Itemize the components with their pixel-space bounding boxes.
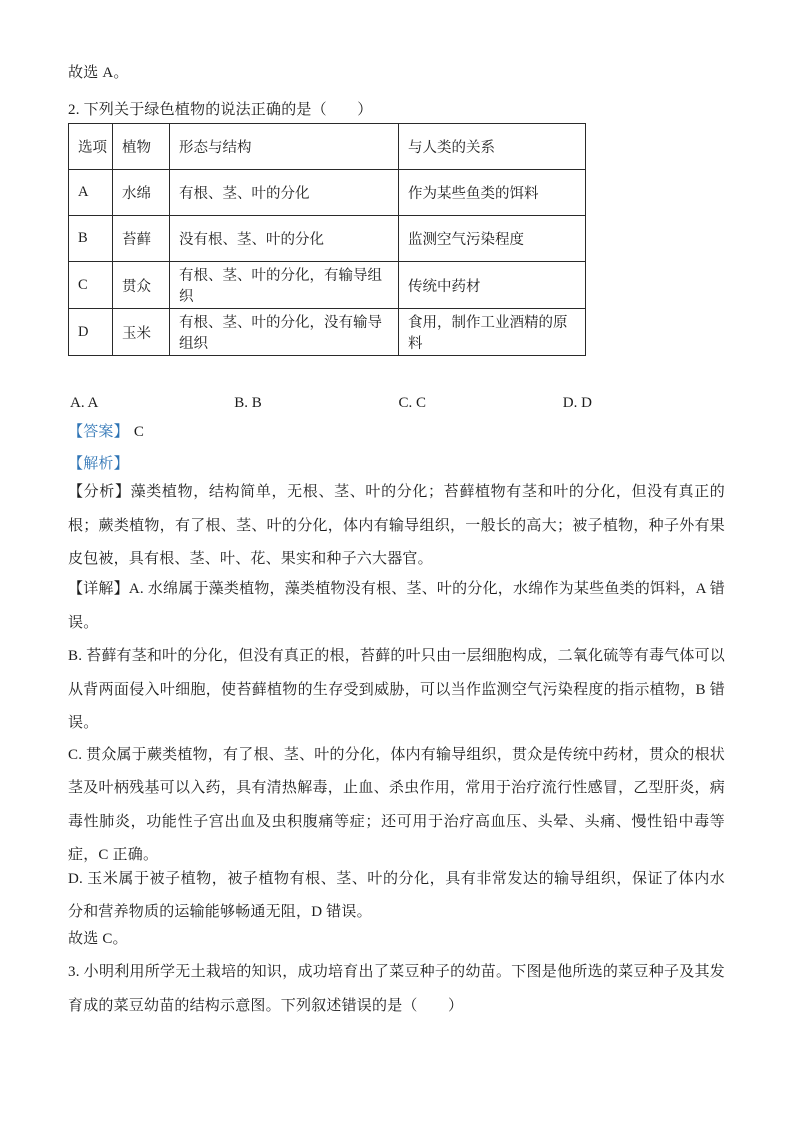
table-cell: 食用，制作工业酒精的原料 bbox=[399, 309, 586, 356]
analysis-paragraph: 【分析】藻类植物，结构简单，无根、茎、叶的分化；苔藓植物有茎和叶的分化，但没有真正的根；蕨类植物，有了根、茎、叶的分化，体内有输导组织，一般长的高大；被子植物，种子外有果皮包被，具有根、茎、叶、花、果实和种子六大器官。 bbox=[68, 484, 725, 567]
table-cell: 水绵 bbox=[113, 170, 170, 216]
table-cell: 没有根、茎、叶的分化 bbox=[170, 216, 399, 262]
answer-line bbox=[68, 416, 725, 450]
table-cell: 有根、茎、叶的分化，有输导组织 bbox=[170, 262, 399, 309]
table-cell: A bbox=[69, 170, 113, 216]
table-cell: 贯众 bbox=[113, 262, 170, 309]
table-cell: 监测空气污染程度 bbox=[399, 216, 586, 262]
table-cell: B bbox=[69, 216, 113, 262]
table-header-relation: 与人类的关系 bbox=[399, 124, 586, 170]
detail-a-paragraph: 【详解】A. 水绵属于藻类植物，藻类植物没有根、茎、叶的分化，水绵作为某些鱼类的饵料，A 错误。 bbox=[68, 581, 725, 631]
table-cell: 有根、茎、叶的分化，没有输导组织 bbox=[170, 309, 399, 356]
question3-stem: 3. 小明利用所学无土栽培的知识，成功培育出了菜豆种子的幼苗。下图是他所选的菜豆种子及其发育成的菜豆幼苗的结构示意图。下列叙述错误的是（ ） bbox=[68, 964, 725, 1014]
choices-row bbox=[68, 387, 725, 421]
closing-statement-q1: 故选 A。 bbox=[68, 65, 129, 81]
table-cell: 有根、茎、叶的分化 bbox=[170, 170, 399, 216]
choice-a: A. A bbox=[70, 395, 99, 411]
table-header-plant: 植物 bbox=[113, 124, 170, 170]
question2-table bbox=[68, 123, 586, 356]
table-cell: 传统中药材 bbox=[399, 262, 586, 309]
table-row-c bbox=[69, 262, 586, 309]
table-cell: 作为某些鱼类的饵料 bbox=[399, 170, 586, 216]
table-row-d bbox=[69, 309, 586, 356]
table-header-row bbox=[69, 124, 586, 170]
table-cell: D bbox=[69, 309, 113, 356]
choice-c: C. C bbox=[398, 395, 427, 411]
analysis-label: 【解析】 bbox=[68, 455, 129, 472]
answer-value: C bbox=[133, 423, 145, 440]
table-row-a bbox=[69, 170, 586, 216]
choice-b: B. B bbox=[234, 395, 262, 411]
conclusion-q2: 故选 C。 bbox=[68, 930, 128, 947]
detail-d-paragraph: D. 玉米属于被子植物，被子植物有根、茎、叶的分化，具有非常发达的输导组织，保证了体内水分和营养物质的运输能够畅通无阻，D 错误。 bbox=[68, 870, 725, 920]
question2-stem: 2. 下列关于绿色植物的说法正确的是（ ） bbox=[68, 101, 373, 118]
choice-d: D. D bbox=[562, 395, 592, 411]
table-header-structure: 形态与结构 bbox=[170, 124, 399, 170]
table-header-option: 选项 bbox=[69, 124, 113, 170]
table-cell: 苔藓 bbox=[113, 216, 170, 262]
table-cell: 玉米 bbox=[113, 309, 170, 356]
table-cell: C bbox=[69, 262, 113, 309]
detail-c-paragraph: C. 贯众属于蕨类植物，有了根、茎、叶的分化，体内有输导组织，贯众是传统中药材，贯众的根状茎及叶柄残基可以入药，具有清热解毒，止血、杀虫作用，常用于治疗流行性感冒，乙型肝炎，病毒性肺炎，功能性子宫出血及虫积腹痛等症；还可用于治疗高血压、头晕、头痛、慢性铅中毒等症，C 正确。 bbox=[68, 746, 725, 863]
table-row-b bbox=[69, 216, 586, 262]
detail-b-paragraph: B. 苔藓有茎和叶的分化，但没有真正的根，苔藓的叶只由一层细胞构成，二氧化硫等有毒气体可以从背两面侵入叶细胞，使苔藓植物的生存受到威胁，可以当作监测空气污染程度的指示植物，B 错误。 bbox=[68, 648, 725, 731]
answer-label: 【答案】 bbox=[68, 423, 129, 440]
